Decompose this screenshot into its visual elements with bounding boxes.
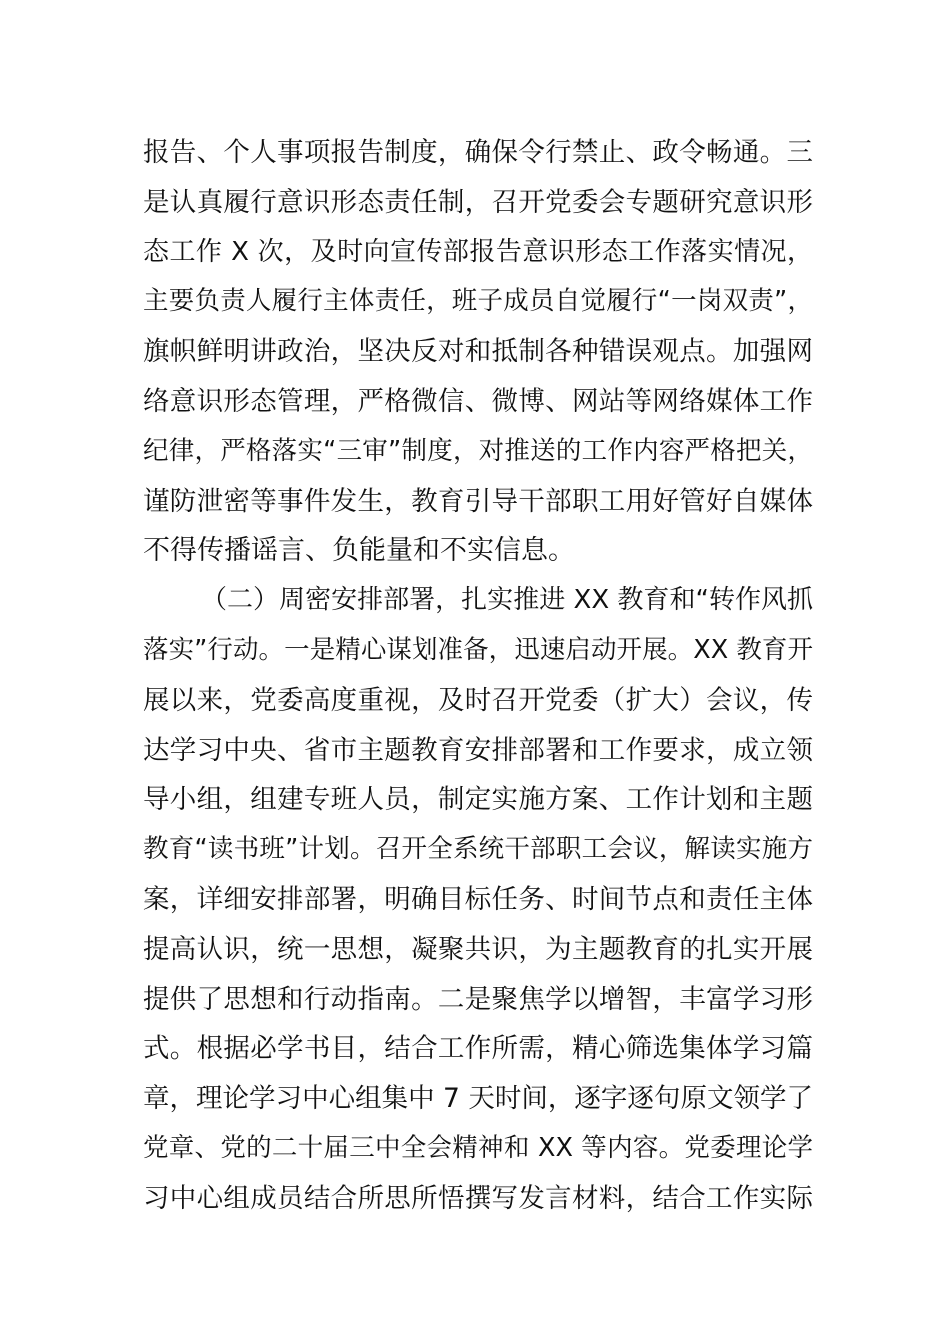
text-line-18: 提供了思想和行动指南。二是聚焦学以增智，丰富学习形 [143, 983, 813, 1015]
text-line-19: 式。根据必学书目，结合工作所需，精心筛选集体学习篇 [143, 1033, 813, 1065]
body-text [143, 128, 813, 1224]
text-line-21: 党章、党的二十届三中全会精神和 XX 等内容。党委理论学 [143, 1132, 813, 1163]
text-line-6: 络意识形态管理，严格微信、微博、网站等网络媒体工作 [143, 385, 813, 417]
text-line-7: 纪律，严格落实“三审”制度，对推送的工作内容严格把关， [143, 435, 813, 466]
text-line-2: 是认真履行意识形态责任制，召开党委会专题研究意识形 [143, 186, 813, 218]
text-line-20: 章，理论学习中心组集中 7 天时间，逐字逐句原文领学了 [143, 1083, 813, 1115]
text-line-1: 报告、个人事项报告制度，确保令行禁止、政令畅通。三 [143, 137, 813, 168]
text-line-15: 教育“读书班”计划。召开全系统干部职工会议，解读实施方 [143, 834, 813, 865]
text-line-3: 态工作 X 次，及时向宣传部报告意识形态工作落实情况， [143, 236, 813, 267]
text-line-16: 案，详细安排部署，明确目标任务、时间节点和责任主体 [143, 883, 813, 915]
text-line-17: 提高认识，统一思想，凝聚共识，为主题教育的扎实开展 [143, 933, 813, 965]
text-line-13: 达学习中央、省市主题教育安排部署和工作要求，成立领 [143, 734, 813, 766]
text-line-9: 不得传播谣言、负能量和不实信息。 [143, 535, 575, 567]
text-line-11: 落实”行动。一是精心谋划准备，迅速启动开展。XX 教育开 [143, 634, 813, 665]
text-line-22: 习中心组成员结合所思所悟撰写发言材料，结合工作实际 [143, 1182, 813, 1214]
text-line-4: 主要负责人履行主体责任，班子成员自觉履行“一岗双责”， [143, 286, 813, 317]
text-line-12: 展以来，党委高度重视，及时召开党委（扩大）会议，传 [143, 684, 813, 716]
text-line-8: 谨防泄密等事件发生，教育引导干部职工用好管好自媒体 [143, 485, 813, 517]
section-heading-line: （二）周密安排部署，扎实推进 XX 教育和“转作风抓 [201, 585, 813, 616]
text-line-14: 导小组，组建专班人员，制定实施方案、工作计划和主题 [143, 784, 813, 816]
text-line-5: 旗帜鲜明讲政治，坚决反对和抵制各种错误观点。加强网 [143, 336, 813, 368]
